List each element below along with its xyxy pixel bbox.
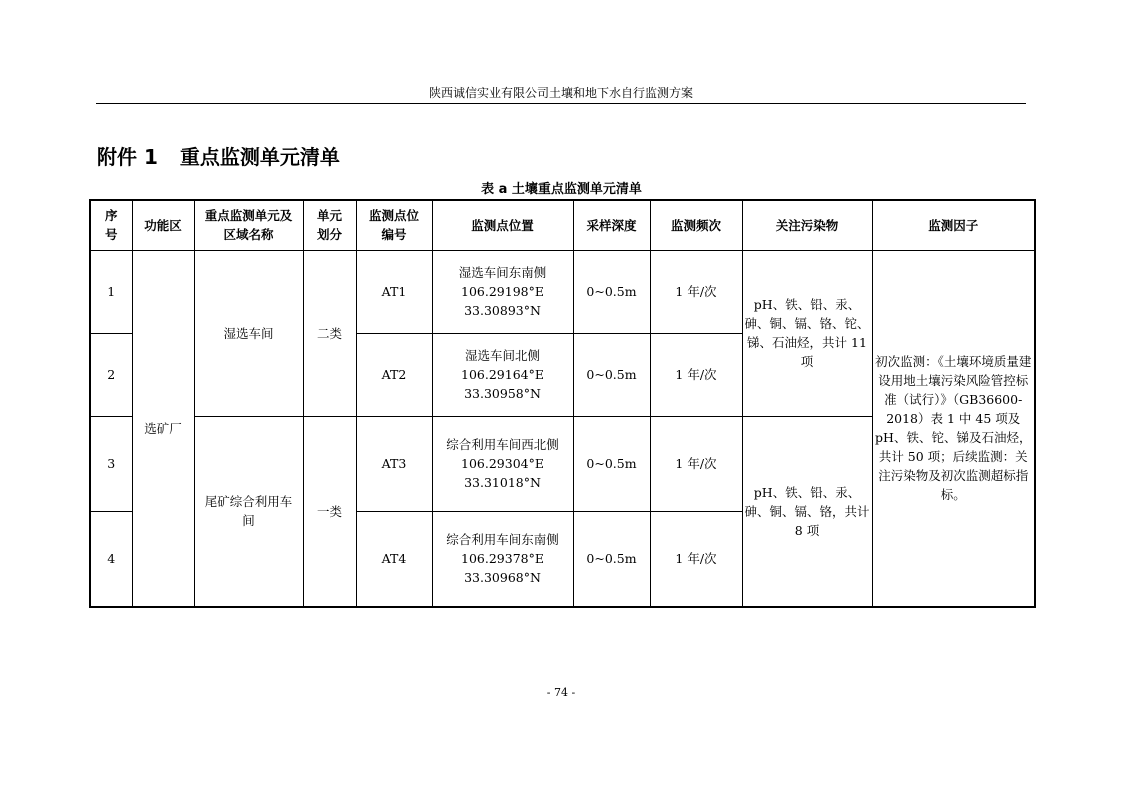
cell-unit-name: 尾矿综合利用车间 [194,416,303,607]
cell-location [432,250,573,333]
cell-depth: 0~0.5m [573,416,650,511]
cell-frequency: 1 年/次 [650,333,742,416]
cell-location [432,511,573,607]
header-factors: 监测因子 [872,200,1035,250]
cell-location [432,416,573,511]
header-point-id: 监测点位编号 [356,200,432,250]
location-latitude: 33.30968°N [464,570,541,586]
table-row [90,250,1035,333]
appendix-heading [97,141,340,170]
cell-pollutants: pH、铁、铅、汞、砷、铜、镉、铬、铊、锑、石油烃，共计 11 项 [742,250,872,416]
header-depth: 采样深度 [573,200,650,250]
location-name: 综合利用车间东南侧 [446,532,559,548]
header-divider [96,103,1026,104]
header-seq: 序号 [90,200,132,250]
cell-point-id: AT1 [356,250,432,333]
location-name: 湿选车间北侧 [464,348,540,363]
cell-frequency: 1 年/次 [650,250,742,333]
table-caption: 表 a 土壤重点监测单元清单 [481,182,642,197]
cell-seq: 4 [90,511,132,607]
monitoring-units-table [89,199,1036,608]
cell-seq: 2 [90,333,132,416]
cell-area: 选矿厂 [132,250,194,607]
cell-depth: 0~0.5m [573,250,650,333]
cell-point-id: AT3 [356,416,432,511]
running-header: 陕西诚信实业有限公司土壤和地下水自行监测方案 [428,86,693,100]
cell-unit-class: 二类 [303,250,356,416]
cell-seq: 1 [90,250,132,333]
appendix-number: 附件 1 [97,145,158,169]
location-longitude: 106.29304°E [461,456,544,471]
header-unit-class: 单元划分 [303,200,356,250]
cell-depth: 0~0.5m [573,511,650,607]
header-pollutants: 关注污染物 [742,200,872,250]
cell-location [432,333,573,416]
cell-depth: 0~0.5m [573,333,650,416]
table-header-row [90,200,1035,250]
cell-point-id: AT2 [356,333,432,416]
cell-factors: 初次监测：《土壤环境质量建设用地土壤污染风险管控标准（试行）》（GB36600-2018）表 1 中 45 项及 pH、铁、铊、锑及石油烃，共计 50 项；后续监测：关注污染物及初次监测超标指标。 [872,250,1035,607]
location-name: 湿选车间东南侧 [458,265,547,280]
location-latitude: 33.30958°N [464,386,541,401]
appendix-title: 重点监测单元清单 [179,145,340,169]
header-unit-name: 重点监测单元及区域名称 [194,200,303,250]
location-longitude: 106.29378°E [461,551,544,567]
header-frequency: 监测频次 [650,200,742,250]
cell-point-id: AT4 [356,511,432,607]
cell-frequency: 1 年/次 [650,416,742,511]
location-latitude: 33.30893°N [464,303,541,318]
header-area: 功能区 [132,200,194,250]
location-latitude: 33.31018°N [464,475,541,490]
cell-unit-class: 一类 [303,416,356,607]
cell-seq: 3 [90,416,132,511]
page-number: - 74 - [546,686,576,699]
cell-unit-name: 湿选车间 [194,250,303,416]
location-longitude: 106.29198°E [461,284,544,299]
header-location: 监测点位置 [432,200,573,250]
location-name: 综合利用车间西北侧 [446,437,559,452]
cell-pollutants: pH、铁、铅、汞、砷、铜、镉、铬，共计 8 项 [742,416,872,607]
cell-frequency: 1 年/次 [650,511,742,607]
location-longitude: 106.29164°E [461,367,544,382]
